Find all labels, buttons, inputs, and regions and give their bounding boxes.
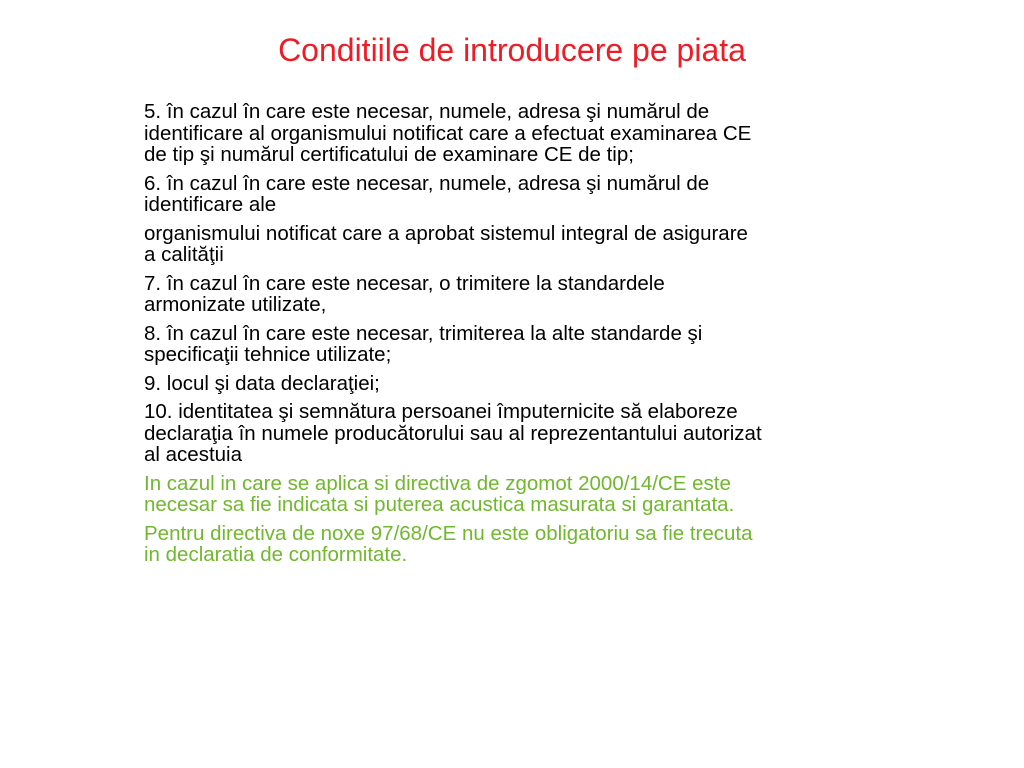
paragraph-line: in declaratia de conformitate.: [144, 543, 408, 566]
paragraph-line: 7. în cazul în care este necesar, o trimitere la standardele: [144, 271, 665, 295]
slide-paragraph: [144, 373, 934, 395]
paragraph-line: declaraţia în numele producătorului sau al reprezentantului autorizat: [144, 421, 762, 445]
paragraph-line: identificare al organismului notificat care a efectuat examinarea CE: [144, 121, 752, 145]
slide-paragraph: [144, 401, 934, 466]
slide-title: Conditiile de introducere pe piata: [278, 32, 746, 68]
paragraph-line: armonizate utilizate,: [144, 293, 327, 316]
slide-paragraph: [144, 273, 934, 316]
paragraph-line: al acestuia: [144, 443, 243, 466]
slide-paragraph: [144, 101, 934, 166]
slide-body: [144, 101, 934, 573]
paragraph-line: 10. identitatea şi semnătura persoanei împuternicite să elaboreze: [144, 400, 738, 423]
slide-paragraph: [144, 173, 934, 216]
slide-paragraph: [144, 223, 934, 266]
paragraph-line: Pentru directiva de noxe 97/68/CE nu este obligatoriu sa fie trecuta: [144, 521, 753, 545]
slide-paragraph: [144, 473, 934, 516]
paragraph-line: specificaţii tehnice utilizate;: [144, 343, 392, 366]
paragraph-line: necesar sa fie indicata si puterea acustica masurata si garantata.: [144, 493, 735, 516]
paragraph-line: In cazul in care se aplica si directiva de zgomot 2000/14/CE este: [144, 471, 731, 495]
paragraph-line: organismului notificat care a aprobat sistemul integral de asigurare: [144, 221, 748, 245]
paragraph-line: 5. în cazul în care este necesar, numele, adresa şi numărul de: [144, 100, 710, 123]
paragraph-line: 9. locul şi data declaraţiei;: [144, 371, 380, 395]
slide-paragraph: [144, 523, 934, 566]
paragraph-line: identificare ale: [144, 193, 277, 216]
paragraph-line: de tip şi numărul certificatului de examinare CE de tip;: [144, 143, 634, 166]
paragraph-line: 8. în cazul în care este necesar, trimiterea la alte standarde şi: [144, 321, 703, 345]
paragraph-line: 6. în cazul în care este necesar, numele, adresa şi numărul de: [144, 171, 710, 195]
slide-paragraph: [144, 323, 934, 366]
paragraph-line: a calităţii: [144, 243, 224, 266]
